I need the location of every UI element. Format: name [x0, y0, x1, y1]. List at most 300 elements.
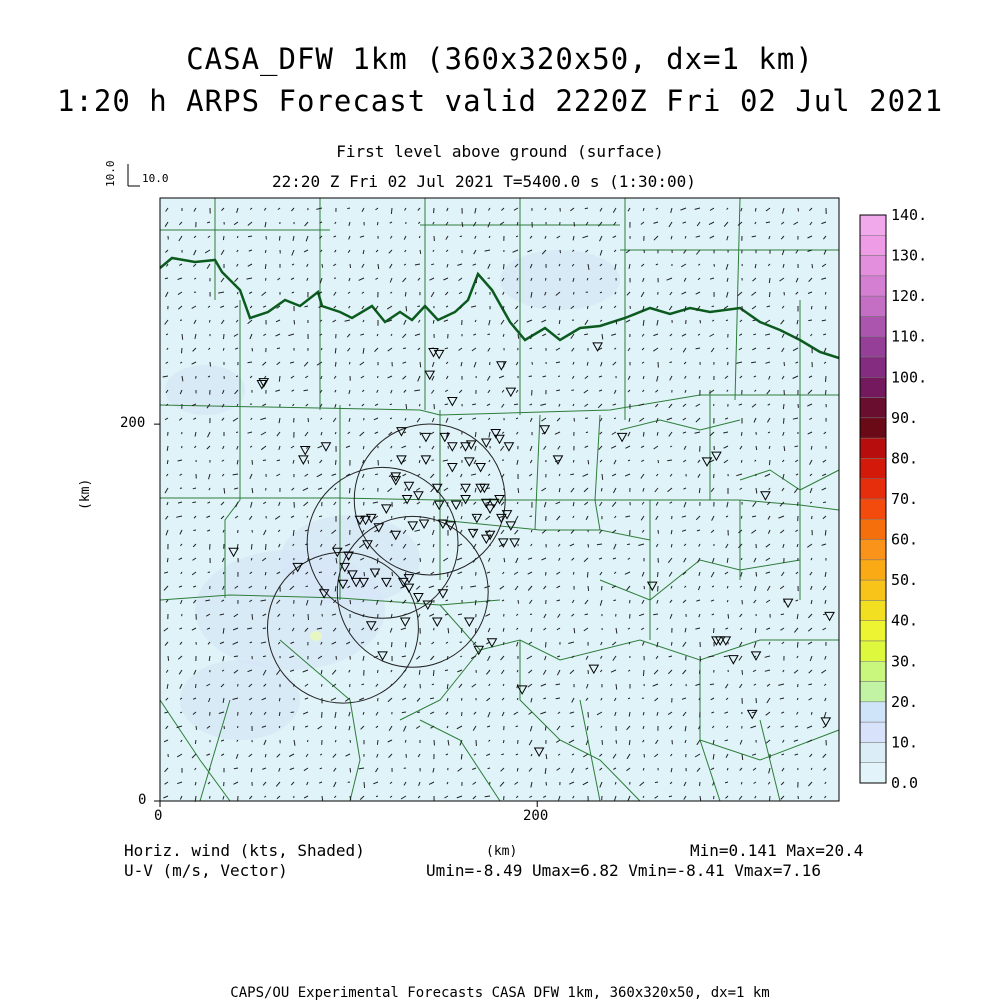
- wind-vector: [403, 348, 406, 349]
- wind-vector: [629, 740, 630, 745]
- wind-vector: [322, 264, 323, 268]
- wind-vector: [266, 544, 267, 550]
- wind-vector: [433, 670, 434, 676]
- wind-vector: [728, 614, 729, 619]
- wind-vector: [517, 768, 518, 771]
- wind-vector: [726, 320, 728, 321]
- wind-vector: [727, 600, 728, 602]
- wind-vector: [460, 236, 462, 237]
- wind-vector: [546, 642, 547, 647]
- wind-vector: [378, 670, 379, 673]
- wind-vector: [560, 250, 561, 253]
- wind-vector: [265, 586, 266, 589]
- wind-vector: [391, 614, 392, 617]
- wind-vector: [742, 670, 743, 675]
- wind-vector: [727, 768, 728, 770]
- wind-vector: [627, 544, 630, 545]
- wind-vector: [475, 432, 476, 437]
- wind-vector: [574, 628, 575, 633]
- wind-vector: [376, 796, 378, 797]
- colorbar-label: 90.: [891, 409, 918, 427]
- wind-vector: [573, 572, 574, 575]
- time-subtitle: 22:20 Z Fri 02 Jul 2021 T=5400.0 s (1:30:00): [272, 172, 696, 191]
- wind-vector: [431, 264, 434, 265]
- wind-vector: [182, 348, 183, 353]
- wind-vector: [475, 292, 476, 294]
- wind-vector: [350, 600, 351, 604]
- wind-vector: [167, 558, 168, 562]
- colorbar-label: 80.: [891, 449, 918, 467]
- colorbar-label: 60.: [891, 531, 918, 549]
- wind-vector: [769, 460, 770, 465]
- colorbar-swatch: [860, 235, 886, 255]
- wind-vector: [196, 726, 197, 730]
- wind-vector: [475, 600, 476, 605]
- wind-vector: [433, 320, 434, 324]
- wind-vector: [504, 558, 505, 562]
- wind-vector: [445, 348, 448, 349]
- wind-vector: [223, 348, 224, 351]
- wind-vector: [531, 530, 532, 532]
- x-tick-200: 200: [523, 808, 548, 824]
- wind-vector: [769, 278, 770, 283]
- wind-vector: [293, 530, 294, 536]
- wind-vector: [390, 586, 392, 587]
- colorbar-swatch: [860, 438, 886, 458]
- wind-vector: [165, 278, 168, 279]
- wind-vector: [516, 726, 518, 727]
- wind-vector: [812, 264, 813, 268]
- wind-vector: [308, 614, 309, 620]
- colorbar-label: 40.: [891, 612, 918, 630]
- colorbar-label: 70.: [891, 490, 918, 508]
- wind-vector: [237, 292, 238, 294]
- wind-vector: [808, 320, 812, 321]
- wind-vector: [714, 628, 715, 633]
- wind-vector: [602, 586, 603, 590]
- wind-vector: [700, 796, 701, 801]
- wind-vector: [546, 572, 547, 576]
- wind-vector: [251, 544, 252, 550]
- wind-vector: [700, 656, 701, 662]
- reference-vector-v-label: 10.0: [104, 161, 117, 188]
- wind-vector: [252, 348, 253, 351]
- wind-vector: [420, 558, 421, 562]
- wind-vector: [741, 460, 742, 463]
- wind-vector: [291, 712, 294, 713]
- colorbar-label: 20.: [891, 693, 918, 711]
- wind-vector: [643, 208, 644, 211]
- wind-vector: [238, 726, 239, 728]
- wind-vector: [224, 488, 225, 494]
- colorbar-swatch: [860, 377, 886, 397]
- wind-vector: [501, 754, 504, 755]
- wind-vector: [601, 488, 602, 491]
- wind-vector: [195, 740, 196, 744]
- wind-vector: [602, 474, 603, 480]
- wind-vector: [391, 208, 392, 214]
- colorbar-swatch: [860, 276, 886, 296]
- colorbar-label: 10.: [891, 733, 918, 751]
- wind-vector: [265, 754, 266, 757]
- wind-vector: [503, 740, 504, 743]
- wind-vector: [417, 712, 420, 713]
- wind-vector: [613, 600, 616, 601]
- wind-vector: [406, 404, 407, 409]
- wind-vector: [756, 572, 757, 577]
- colorbar-swatch: [860, 519, 886, 539]
- wind-vector: [644, 586, 645, 589]
- wind-vector: [277, 348, 280, 349]
- wind-vector: [434, 740, 435, 745]
- wind-vector: [349, 628, 350, 632]
- wind-vector: [602, 740, 603, 745]
- wind-vector: [616, 684, 617, 690]
- wind-vector: [574, 418, 575, 422]
- colorbar-swatch: [860, 600, 886, 620]
- colorbar-label: 130.: [891, 247, 927, 265]
- colorbar-swatch: [860, 215, 886, 235]
- wind-vector: [476, 278, 477, 283]
- wind-vector: [545, 278, 546, 281]
- wind-vector: [210, 768, 211, 770]
- wind-vector: [586, 432, 588, 433]
- wind-vector: [531, 306, 532, 308]
- wind-vector: [615, 782, 616, 785]
- colorbar-swatch: [860, 641, 886, 661]
- wind-vector: [349, 362, 350, 364]
- wind-vector: [335, 348, 336, 353]
- wind-vector: [419, 670, 420, 675]
- x-axis-label: (km): [486, 844, 517, 859]
- wind-vector: [570, 474, 574, 475]
- wind-vector: [377, 740, 378, 745]
- wind-vector: [234, 656, 238, 657]
- wind-vector: [517, 698, 518, 700]
- wind-vector: [699, 488, 700, 493]
- wind-vector: [558, 376, 560, 377]
- wind-vector: [724, 656, 728, 657]
- colorbar-label: 30.: [891, 652, 918, 670]
- wind-vector: [669, 796, 672, 797]
- wind-vector: [587, 726, 588, 730]
- wind-vector: [167, 460, 168, 464]
- wind-vector: [530, 516, 532, 517]
- wind-vector: [643, 432, 644, 437]
- wind-vector: [417, 306, 420, 307]
- wind-vector: [364, 782, 365, 788]
- vector-description: U-V (m/s, Vector): [124, 861, 288, 880]
- wind-vector: [322, 796, 323, 801]
- wind-vector: [347, 208, 350, 209]
- wind-vector: [445, 670, 448, 671]
- colorbar-label: 100.: [891, 368, 927, 386]
- colorbar-swatch: [860, 742, 886, 762]
- wind-vector: [263, 628, 266, 629]
- wind-vector: [588, 460, 589, 464]
- wind-vector: [392, 642, 393, 647]
- wind-vector: [350, 740, 351, 743]
- reference-vector: [128, 164, 140, 186]
- wind-vector: [266, 278, 267, 281]
- wind-vector: [797, 642, 798, 648]
- wind-vector: [279, 712, 280, 716]
- wind-vector: [237, 236, 238, 238]
- colorbar-swatch: [860, 316, 886, 336]
- colorbar-swatch: [860, 682, 886, 702]
- wind-vector: [419, 236, 420, 238]
- wind-vector: [587, 306, 588, 309]
- colorbar-swatch: [860, 398, 886, 418]
- wind-vector: [529, 376, 532, 377]
- wind-vector: [671, 642, 672, 646]
- wind-vector: [263, 656, 266, 657]
- colorbar-swatch: [860, 256, 886, 276]
- wind-vector: [279, 376, 280, 382]
- wind-vector: [700, 320, 701, 323]
- colorbar-swatch: [860, 296, 886, 316]
- wind-vector: [558, 334, 560, 335]
- wind-vector: [420, 362, 421, 367]
- colorbar-swatch: [860, 580, 886, 600]
- wind-vector: [252, 614, 253, 620]
- wind-vector: [655, 782, 658, 783]
- title-line-2: 1:20 h ARPS Forecast valid 2220Z Fri 02 Jul 2021: [0, 84, 1000, 118]
- wind-vector: [265, 250, 266, 253]
- wind-vector: [556, 362, 560, 363]
- wind-vector: [614, 418, 616, 419]
- wind-vector: [585, 614, 588, 615]
- wind-vector: [391, 516, 392, 518]
- light-wind-patch: [165, 365, 245, 415]
- reference-vector-h-label: 10.0: [142, 172, 169, 185]
- wind-vector: [588, 544, 589, 547]
- y-tick-200: 200: [120, 415, 145, 431]
- wind-vector: [826, 390, 827, 394]
- wind-vector: [700, 782, 701, 786]
- wind-vector: [811, 712, 812, 715]
- wind-vector: [584, 334, 588, 335]
- wind-vector: [653, 614, 658, 615]
- wind-vector: [277, 460, 280, 461]
- wind-vector: [658, 530, 659, 534]
- wind-vector: [574, 222, 575, 226]
- x-tick-0: 0: [154, 808, 162, 824]
- wind-vector: [755, 628, 756, 633]
- wind-vector: [461, 754, 462, 759]
- colorbar-swatch: [860, 661, 886, 681]
- colorbar-swatch: [860, 763, 886, 783]
- wind-vector: [462, 712, 463, 716]
- colorbar-swatch: [860, 418, 886, 438]
- wind-vector: [488, 768, 490, 769]
- colorbar-swatch: [860, 479, 886, 499]
- wind-vector: [784, 362, 785, 366]
- colorbar-swatch: [860, 458, 886, 478]
- wind-vector: [447, 516, 448, 519]
- wind-vector: [263, 460, 266, 461]
- colorbar-label: 110.: [891, 328, 927, 346]
- wind-vector: [378, 376, 379, 378]
- wind-vector: [306, 586, 308, 587]
- wind-vector: [784, 418, 785, 424]
- wind-vector: [826, 306, 827, 309]
- wind-vector: [669, 362, 672, 363]
- colorbar-swatch: [860, 357, 886, 377]
- wind-vector: [546, 782, 547, 786]
- wind-vector: [350, 264, 351, 268]
- wind-vector: [616, 740, 617, 744]
- wind-vector: [265, 264, 266, 269]
- uv-stats: Umin=-8.49 Umax=6.82 Vmin=-8.41 Vmax=7.16: [426, 861, 821, 880]
- wind-vector: [335, 362, 336, 367]
- colorbar-swatch: [860, 560, 886, 580]
- wind-vector: [335, 740, 336, 742]
- wind-vector: [783, 404, 784, 409]
- colorbar-swatch: [860, 499, 886, 519]
- wind-vector: [797, 698, 798, 700]
- wind-vector: [405, 292, 406, 296]
- wind-vector: [462, 698, 463, 701]
- wind-vector: [556, 684, 560, 685]
- wind-vector: [349, 488, 350, 493]
- colorbar-label: 120.: [891, 287, 927, 305]
- field-description: Horiz. wind (kts, Shaded): [124, 841, 365, 860]
- wind-vector: [378, 264, 379, 269]
- colorbar-label: 140.: [891, 206, 927, 224]
- wind-vector: [756, 446, 757, 450]
- colorbar-swatch: [860, 621, 886, 641]
- wind-vector: [375, 474, 378, 475]
- wind-vector: [798, 208, 799, 211]
- wind-vector: [712, 306, 714, 307]
- wind-vector: [504, 264, 505, 269]
- wind-vector: [518, 488, 519, 493]
- light-wind-patch: [280, 515, 420, 605]
- wind-vector: [419, 404, 420, 406]
- wind-vector: [825, 530, 826, 536]
- wind-vector: [741, 432, 742, 436]
- wind-vector: [518, 334, 519, 339]
- wind-vector: [574, 292, 575, 295]
- wind-vector: [545, 726, 546, 730]
- wind-vector: [644, 754, 645, 757]
- y-tick-0: 0: [138, 792, 146, 808]
- wind-vector: [742, 754, 743, 760]
- wind-vector: [307, 740, 308, 742]
- wind-vector: [573, 460, 574, 463]
- wind-vector: [364, 572, 365, 576]
- wind-vector: [193, 530, 196, 531]
- wind-vector: [321, 348, 322, 350]
- wind-vector: [755, 208, 756, 212]
- credit-line: CAPS/OU Experimental Forecasts CASA DFW 1km, 360x320x50, dx=1 km: [0, 985, 1000, 1001]
- wind-vector: [209, 320, 210, 323]
- wind-vector: [192, 502, 196, 503]
- colorbar-label: 0.0: [891, 774, 918, 792]
- wind-vector: [405, 642, 406, 647]
- wind-vector: [319, 516, 322, 517]
- wind-vector: [294, 320, 295, 324]
- wind-vector: [630, 600, 631, 603]
- wind-vector: [616, 320, 617, 324]
- wind-vector: [420, 432, 421, 435]
- wind-vector: [252, 460, 253, 465]
- wind-vector: [335, 432, 336, 434]
- wind-vector: [279, 558, 280, 560]
- wind-vector: [781, 614, 784, 615]
- wind-vector: [808, 684, 812, 685]
- wind-vector: [350, 768, 351, 772]
- wind-vector: [769, 292, 770, 297]
- wind-vector: [503, 642, 504, 645]
- wind-vector: [658, 460, 659, 463]
- wind-vector: [699, 670, 700, 674]
- wind-vector: [405, 740, 406, 743]
- wind-vector: [714, 796, 715, 799]
- wind-vector: [208, 572, 210, 573]
- wind-vector: [741, 782, 742, 784]
- wind-vector: [658, 572, 659, 577]
- wind-vector: [642, 698, 644, 699]
- wind-vector: [236, 376, 238, 377]
- wind-vector: [350, 796, 351, 800]
- wind-vector: [319, 572, 322, 573]
- wind-vector: [308, 460, 309, 464]
- wind-vector: [753, 320, 756, 321]
- wind-vector: [236, 432, 238, 433]
- wind-vector: [587, 572, 588, 577]
- colorbar-swatch: [860, 722, 886, 742]
- wind-vector: [279, 698, 280, 701]
- wind-vector: [811, 306, 812, 309]
- wind-vector: [336, 460, 337, 465]
- wind-vector: [392, 572, 393, 576]
- wind-vector: [390, 418, 392, 419]
- wind-vector: [445, 404, 448, 405]
- wind-vector: [279, 236, 280, 241]
- wind-vector: [406, 306, 407, 311]
- colorbar-swatch: [860, 540, 886, 560]
- colorbar-swatch: [860, 702, 886, 722]
- wind-vector: [224, 334, 225, 339]
- wind-vector: [448, 628, 449, 633]
- wind-vector: [769, 796, 770, 801]
- y-axis-label: (km): [78, 479, 93, 510]
- wind-vector: [671, 544, 672, 547]
- colorbar-swatch: [860, 337, 886, 357]
- wind-vector: [823, 502, 826, 503]
- wind-vector: [336, 656, 337, 660]
- colorbar-label: 50.: [891, 571, 918, 589]
- wind-vector: [251, 558, 252, 560]
- level-subtitle: First level above ground (surface): [0, 142, 1000, 161]
- wind-vector: [390, 404, 392, 405]
- wind-vector: [223, 236, 224, 240]
- wind-vector: [530, 614, 532, 615]
- title-line-1: CASA_DFW 1km (360x320x50, dx=1 km): [0, 42, 1000, 76]
- min-max-stats: Min=0.141 Max=20.4: [690, 841, 863, 860]
- wind-vector: [308, 418, 309, 422]
- wind-vector: [585, 208, 588, 209]
- wind-vector: [518, 600, 519, 604]
- wind-vector: [462, 628, 463, 633]
- wind-vector: [710, 684, 714, 685]
- wind-vector: [210, 362, 211, 367]
- wind-vector: [826, 376, 827, 382]
- max-wind-spot: [310, 631, 322, 641]
- wind-vector: [727, 586, 728, 588]
